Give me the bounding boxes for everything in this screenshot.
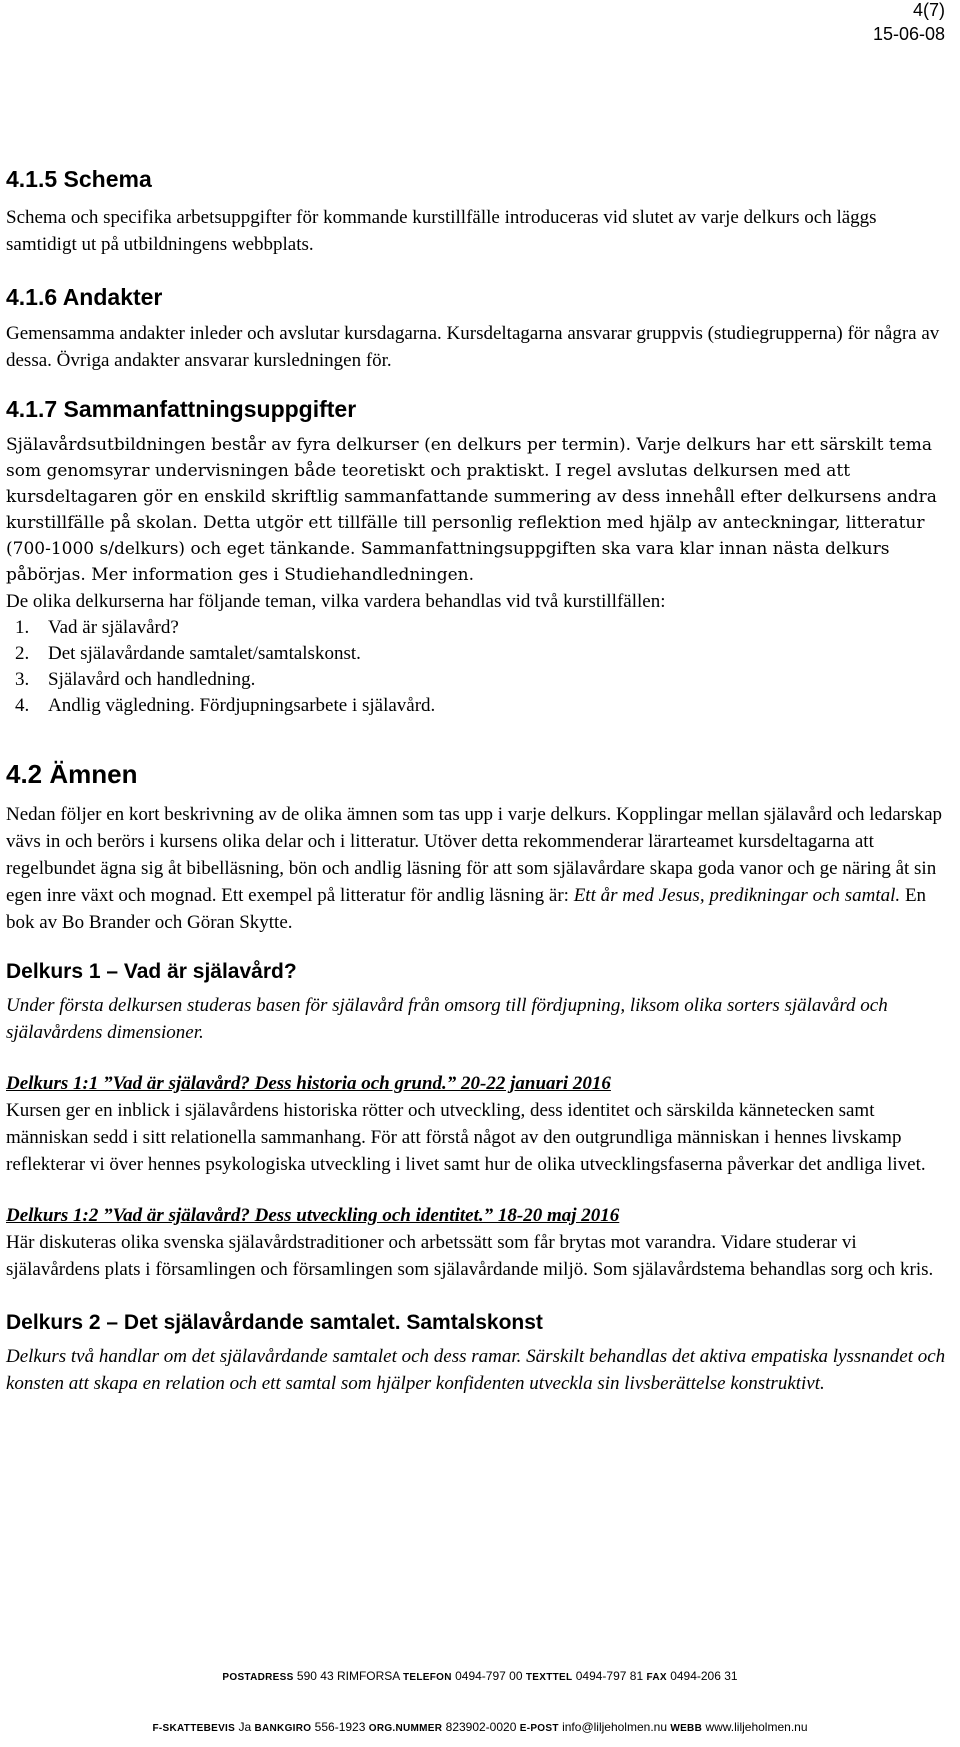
delkurs-1-2-title: Delkurs 1:2 ”Vad är själavård? Dess utveckling och identitet.” 18-20 maj 2016 (6, 1205, 620, 1226)
list-item: 4. Andlig vägledning. Fördjupningsarbete i själavård. (34, 693, 946, 719)
footer-label: POSTADRESS (222, 1672, 294, 1683)
section-4-2-text-b: En bok av Bo Brander och Göran Skytte. (6, 885, 927, 933)
footer-registration-line (0, 1720, 960, 1734)
footer-fax: 0494-206 31 (670, 1669, 738, 1683)
list-item: 2. Det själavårdande samtalet/samtalskonst. (34, 641, 946, 667)
themes-intro: De olika delkurserna har följande teman, vilka vardera behandlas vid två kurstillfällen: (6, 591, 666, 612)
footer-telefon: 0494-797 00 (455, 1669, 523, 1683)
footer-label: TELEFON (402, 1672, 452, 1683)
delkurs-1-2-text: Här diskuteras olika svenska själavårdstraditioner och arbetssätt som får brytas mot varandra. Vidare studerar vi själavårdens plats i församlingen och församlingen som själavårdande miljö. Som själavårdstema behandlas sorg och kris. (6, 1232, 934, 1280)
footer-contact-line (0, 1669, 960, 1683)
section-4-1-7-text: Själavårdsutbildningen består av fyra delkurser (en delkurs per termin). Varje delkurs har ett särskilt tema som genomsyrar undervisningen både teoretiskt och praktiskt. I regel avslutas delkursen med att kursdeltagaren gör en enskild skriftlig sammanfattande summering av dess innehåll efter delkursens andra kurstillfälle på skolan. Detta utgör ett tillfälle till personlig reflektion med hjälp av anteckningar, litteratur (700-1000 s/delkurs) och eget tänkande. Sammanfattningsuppgiften ska vara klar innan nästa delkurs påbörjas. Mer information ges i Studiehandledningen. (6, 435, 937, 585)
list-item: 3. Själavård och handledning. (34, 667, 946, 693)
themes-list (6, 615, 946, 719)
delkurs-1-intro: Under första delkursen studeras basen för själavård från omsorg till fördjupning, liksom olika sorters själavård och själavårdens dimensioner. (6, 995, 888, 1043)
section-4-1-6-heading: 4.1.6 Andakter (6, 284, 163, 310)
section-4-1-5-text: Schema och specifika arbetsuppgifter för kommande kurstillfälle introduceras vid slutet av varje delkurs och läggs samtidigt ut på utbildningens webbplats. (6, 207, 877, 255)
footer-texttel: 0494-797 81 (575, 1669, 644, 1683)
footer-web-link[interactable]: www.liljeholmen.nu (705, 1720, 808, 1734)
section-4-2-text-a: Nedan följer en kort beskrivning av de olika ämnen som tas upp i varje delkurs. Kopplingar mellan själavård och ledarskap vävs in och berörs i kursens olika delar och i litteratur. Utöver detta rekommenderar lärarteamet kursdeltagarna att regelbundet ägna sig åt bibelläsning, bön och andlig läsning för att som själavårdare skapa goda vanor och ge näring åt sin egen inre växt och mognad. Ett exempel på litteratur för andlig läsning är: (6, 804, 943, 906)
delkurs-1-1-text: Kursen ger en inblick i själavårdens historiska rötter och utveckling, dess identitet och särskilda kännetecken samt människan sedd i sitt relationella sammanhang. För att förstå något av den outgrundliga människan i hennes livskamp reflekterar vi över hennes psykologiska utveckling i livet samt hur de olika utvecklingsfaserna påverkar det andliga livet. (6, 1100, 926, 1175)
delkurs-2-heading: Delkurs 2 – Det själavårdande samtalet. Samtalskonst (6, 1311, 543, 1334)
delkurs-2-intro: Delkurs två handlar om det själavårdande samtalet och dess ramar. Särskilt behandlas det aktiva empatiska lyssnandet och konsten att skapa en relation och ett samtal som hjälper konfidenten utveckla sin livsberättelse konstruktivt. (6, 1346, 946, 1394)
list-item: 1. Vad är själavård? (34, 615, 946, 641)
page-date: 15-06-08 (872, 24, 945, 44)
footer-label: WEBB (670, 1723, 703, 1734)
footer-bankgiro: 556-1923 (314, 1720, 366, 1734)
section-4-2-text (6, 801, 946, 936)
footer-label: TEXTTEL (525, 1672, 573, 1683)
page-number: 4(7) (912, 0, 945, 20)
footer-orgnr: 823902-0020 (445, 1720, 517, 1734)
section-4-1-5-heading: 4.1.5 Schema (6, 166, 152, 192)
section-4-1-7-heading: 4.1.7 Sammanfattningsuppgifter (6, 396, 357, 422)
footer-label: FAX (646, 1672, 667, 1683)
footer-fskatt: Ja (238, 1720, 252, 1734)
footer-label: F-SKATTEBEVIS (152, 1723, 236, 1734)
book-title: Ett år med Jesus, predikningar och samtal. (573, 885, 901, 906)
section-4-2-heading: 4.2 Ämnen (6, 759, 138, 789)
footer-label: ORG.NUMMER (368, 1723, 443, 1734)
document-body (6, 164, 946, 1397)
delkurs-1-heading: Delkurs 1 – Vad är själavård? (6, 960, 297, 983)
delkurs-1-1-title: Delkurs 1:1 ”Vad är själavård? Dess historia och grund.” 20-22 januari 2016 (6, 1073, 611, 1094)
section-4-1-6-text: Gemensamma andakter inleder och avslutar kursdagarna. Kursdeltagarna ansvarar gruppvis (studiegrupperna) för några av dessa. Övriga andakter ansvarar kursledningen för. (6, 323, 940, 371)
footer-postadress: 590 43 RIMFORSA (296, 1669, 400, 1683)
footer-label: BANKGIRO (254, 1723, 312, 1734)
footer-email-link[interactable]: info@liljeholmen.nu (562, 1720, 667, 1734)
footer-label: E-POST (519, 1723, 559, 1734)
